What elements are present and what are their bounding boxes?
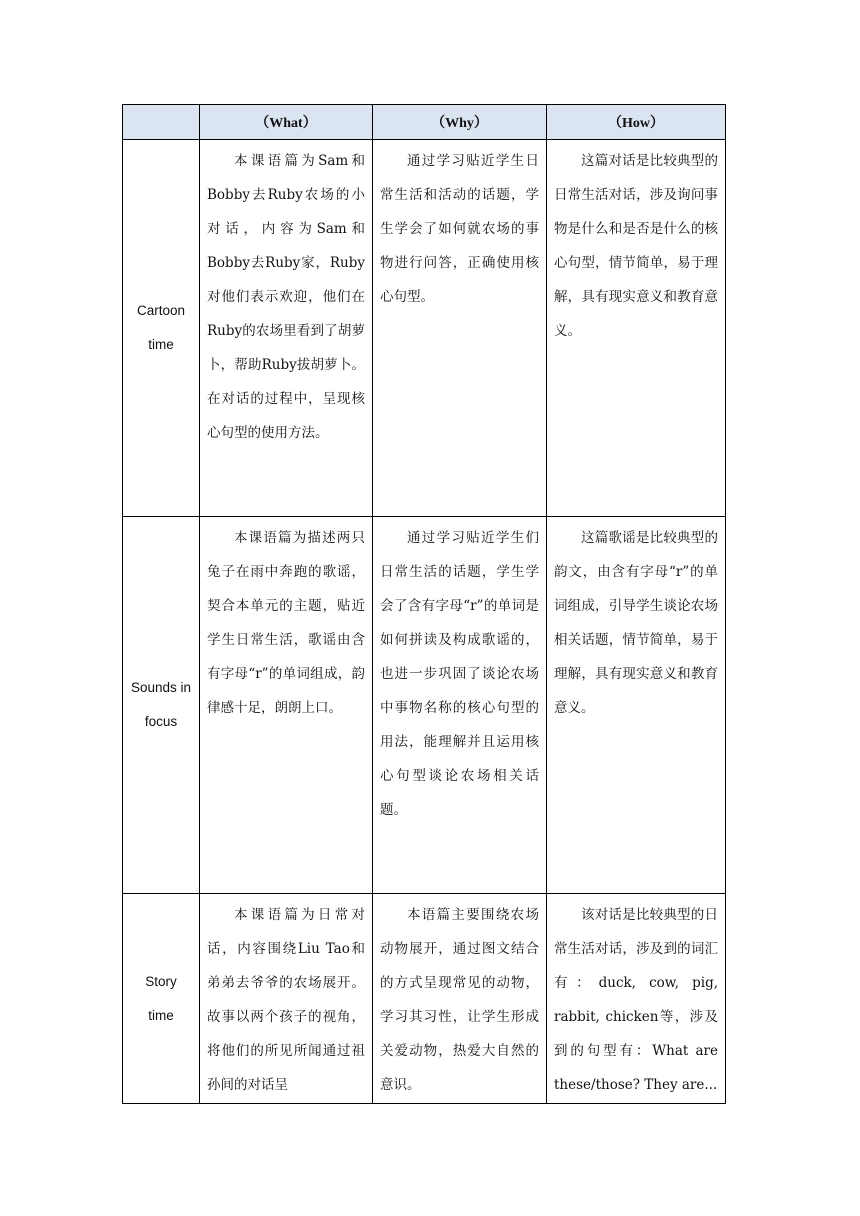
how-cell: 这篇对话是比较典型的日常生活对话，涉及询问事物是什么和是否是什么的核心句型，情节简单，易于理解，具有现实意义和教育意义。 [547,140,726,517]
section-label-line: time [148,337,174,352]
why-cell: 通过学习贴近学生日常生活和活动的话题，学生学会了如何就农场的事物进行问答，正确使用核心句型。 [373,140,547,517]
section-label-story-time [123,894,200,1104]
lesson-analysis-table [122,104,726,1104]
header-why: （Why） [373,105,547,140]
what-cell: 本课语篇为描述两只兔子在雨中奔跑的歌谣，契合本单元的主题，贴近学生日常生活，歌谣由含有字母“r”的单词组成，韵律感十足，朗朗上口。 [200,517,373,894]
header-what: （What） [200,105,373,140]
how-cell: 这篇歌谣是比较典型的韵文，由含有字母“r”的单词组成，引导学生谈论农场相关话题，情节简单，易于理解，具有现实意义和教育意义。 [547,517,726,894]
how-cell: 该对话是比较典型的日常生活对话，涉及到的词汇有：duck, cow, pig, rabbit, chicken等，涉及到的句型有：What are these/those? They are... [547,894,726,1104]
section-label-line: Story [145,973,177,989]
table-header-row [123,105,726,140]
table-row [123,140,726,517]
section-label-sounds-in-focus [123,517,200,894]
what-cell: 本课语篇为Sam和Bobby去Ruby农场的小对话，内容为Sam和Bobby去Ruby家，Ruby对他们表示欢迎，他们在Ruby的农场里看到了胡萝卜，帮助Ruby拔胡萝卜。在对话的过程中，呈现核心句型的使用方法。 [200,140,373,517]
what-cell: 本课语篇为日常对话，内容围绕Liu Tao和弟弟去爷爷的农场展开。故事以两个孩子的视角，将他们的所见所闻通过祖孙间的对话呈 [200,894,373,1104]
why-cell: 通过学习贴近学生们日常生活的话题，学生学会了含有字母“r”的单词是如何拼读及构成歌谣的，也进一步巩固了谈论农场中事物名称的核心句型的用法，能理解并且运用核心句型谈论农场相关话题。 [373,517,547,894]
section-label-line: Cartoon [136,303,186,318]
why-cell: 本语篇主要围绕农场动物展开，通过图文结合的方式呈现常见的动物，学习其习性，让学生形成关爱动物，热爱大自然的意识。 [373,894,547,1104]
table-row [123,517,726,894]
section-label-line: time [148,1007,174,1023]
header-how: （How） [547,105,726,140]
section-label-line: focus [144,714,178,729]
table-row [123,894,726,1104]
section-label-line: Sounds in [130,680,192,695]
section-label-cartoon-time [123,140,200,517]
header-corner-cell [123,105,200,140]
